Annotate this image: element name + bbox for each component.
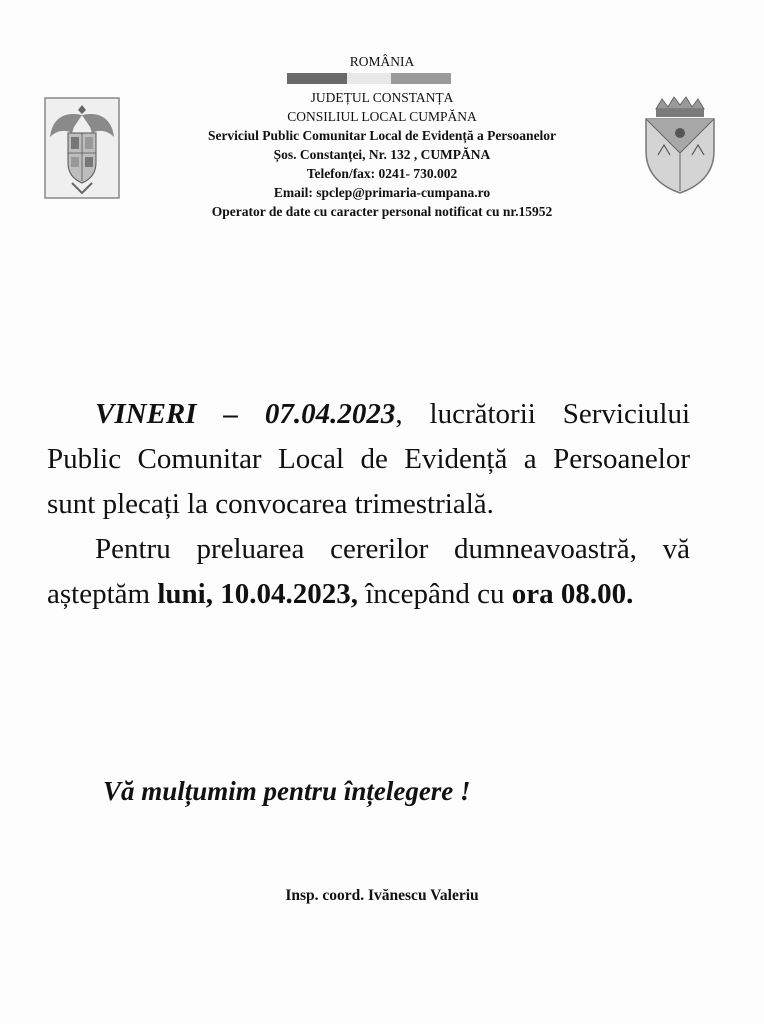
country-line: ROMÂNIA <box>349 54 415 69</box>
reopen-date: luni, 10.04.2023, <box>157 578 358 610</box>
announcement-paragraph-2 <box>47 527 690 617</box>
reopen-time: ora 08.00. <box>511 578 634 610</box>
closure-date: VINERI – 07.04.2023 <box>95 398 396 430</box>
email-line: Email: spclep@primaria-cumpana.ro <box>273 185 491 200</box>
reopen-text-mid: începând cu <box>357 578 512 610</box>
romania-coat-of-arms-icon <box>44 97 120 199</box>
phone-line: Telefon/fax: 0241- 730.002 <box>306 166 458 181</box>
announcement-body <box>47 392 690 617</box>
county-line: JUDEȚUL CONSTANȚA <box>310 90 454 105</box>
service-line: Serviciul Public Comunitar Local de Evidență a Persoanelor <box>207 128 557 143</box>
signature: Insp. coord. Ivănescu Valeriu <box>285 887 479 904</box>
thanks-line: Vă mulțumim pentru înțelegere ! <box>103 776 471 806</box>
announcement-paragraph-1 <box>47 392 690 527</box>
cumpana-coat-of-arms-icon <box>642 93 718 195</box>
council-line: CONSILIUL LOCAL CUMPĂNA <box>287 109 477 124</box>
reopen-text: Pentru preluarea cererilor dumneavoastră, vă așteptăm <box>47 533 690 610</box>
closure-text: , lucrătorii Serviciului Public Comunitar Local de Evidență a Persoanelor sunt plecați la convocarea trimestrială. <box>47 398 690 520</box>
address-line: Șos. Constanței, Nr. 132 , CUMPĂNA <box>273 147 491 162</box>
operator-line: Operator de date cu caracter personal notificat cu nr.15952 <box>211 204 553 219</box>
